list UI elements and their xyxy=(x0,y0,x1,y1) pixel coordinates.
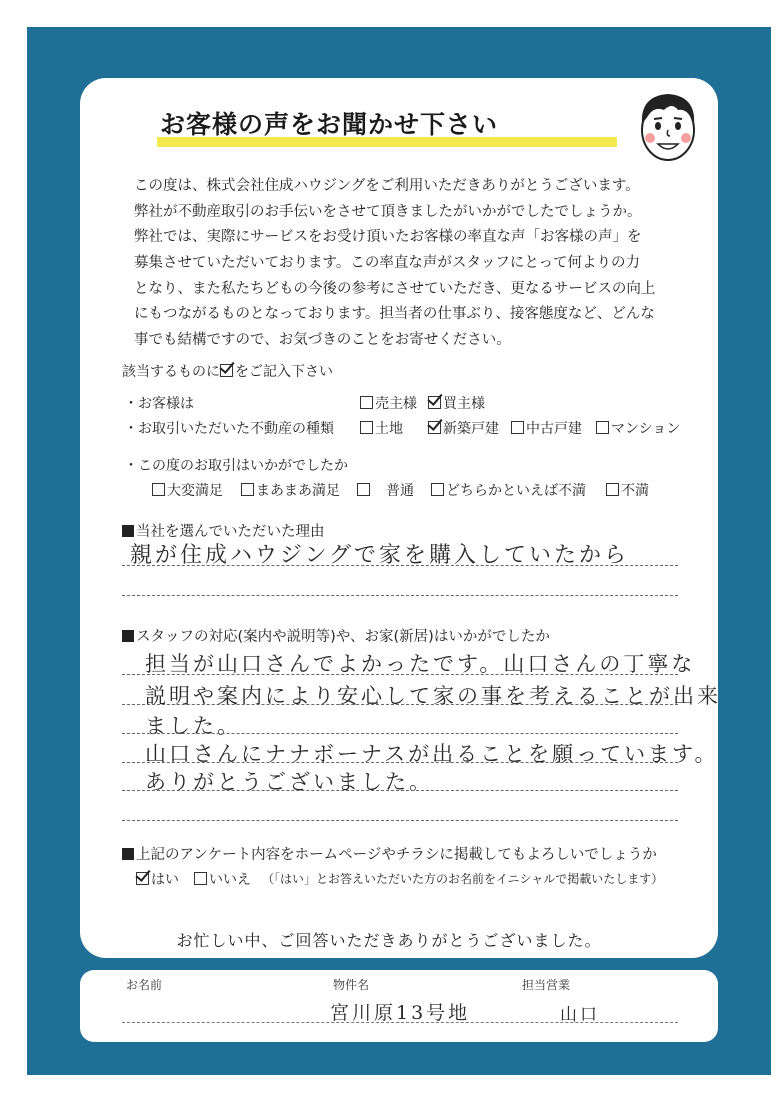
option-very-satisfied[interactable]: 大変満足 xyxy=(152,480,223,500)
answer-line xyxy=(122,595,678,596)
q1-label: ・お客様は xyxy=(124,396,194,412)
smiling-man-icon xyxy=(628,86,708,166)
sec2-answer-line: 担当が山口さんでよかったです。山口さんの丁寧な xyxy=(145,652,696,676)
instruction xyxy=(122,361,333,381)
option-unsatisfied[interactable]: 不満 xyxy=(606,480,649,500)
sec2-heading: スタッフの対応(案内や説明等)や、お家(新居)はいかがでしたか xyxy=(122,625,550,646)
intro-text xyxy=(134,174,694,354)
thanks-message: お忙しい中、ご回答いただきありがとうございました。 xyxy=(176,931,602,950)
checkbox-checked[interactable] xyxy=(428,421,441,434)
option-buyer[interactable]: 買主様 xyxy=(428,393,485,413)
answer-line xyxy=(122,674,678,675)
page-title: お客様の声をお聞かせ下さい xyxy=(160,110,499,139)
checkbox-checked[interactable] xyxy=(136,872,149,885)
option-mansion[interactable]: マンション xyxy=(596,418,680,438)
option-average[interactable]: 普通 xyxy=(357,480,414,500)
checkbox[interactable] xyxy=(357,483,370,496)
checkbox[interactable] xyxy=(596,421,609,434)
q2-label: ・お取引いただいた不動産の種類 xyxy=(124,421,334,437)
intro-line: 弊社が不動産取引のお手伝いをさせて頂きましたがいかがでしたでしょうか。 xyxy=(134,203,642,220)
sales-label: 担当営業 xyxy=(522,978,571,992)
sales-value: 山口 xyxy=(560,1005,600,1025)
bullet-square-icon xyxy=(122,630,134,642)
option-seller[interactable]: 売主様 xyxy=(360,393,417,413)
publish-note: （「はい」とお答えいただいた方のお名前をイニシャルで掲載いたします） xyxy=(262,872,664,886)
answer-line xyxy=(122,820,678,821)
intro-line: 事でも結構ですので、お気づきのことをお寄せください。 xyxy=(134,332,511,349)
checkbox[interactable] xyxy=(606,483,619,496)
bullet-square-icon xyxy=(122,525,134,537)
sec1-answer: 親が住成ハウジングで家を購入していたから xyxy=(130,543,630,568)
instruction-text-post: をご記入下さい xyxy=(235,364,333,380)
name-label: お名前 xyxy=(126,978,163,992)
checkbox[interactable] xyxy=(431,483,444,496)
intro-line: となり、また私たちどもの今後の参考にさせていただき、更なるサービスの向上 xyxy=(134,280,656,297)
checkbox[interactable] xyxy=(360,396,373,409)
bullet-square-icon xyxy=(122,848,134,860)
checkbox[interactable] xyxy=(152,483,165,496)
property-value: 宮川原13号地 xyxy=(330,1002,471,1024)
answer-line xyxy=(122,790,678,791)
checkbox[interactable] xyxy=(194,872,207,885)
answer-line xyxy=(122,704,678,705)
sec2-answer-line: 山口さんにナナボーナスが出ることを願っています。 xyxy=(145,742,719,766)
option-land[interactable]: 土地 xyxy=(360,418,403,438)
checkbox[interactable] xyxy=(511,421,524,434)
option-somewhat-satisfied[interactable]: まあまあ満足 xyxy=(241,480,340,500)
checkbox[interactable] xyxy=(241,483,254,496)
footer-line xyxy=(122,1022,678,1023)
intro-line: 弊社では、実際にサービスをお受け頂いたお客様の率直な声「お客様の声」を xyxy=(134,229,642,246)
check-icon xyxy=(220,364,233,377)
option-somewhat-unsatisfied[interactable]: どちらかといえば不満 xyxy=(431,480,586,500)
intro-line: にもつながるものとなっております。担当者の仕事ぶり、接客態度など、どんな xyxy=(134,306,655,323)
option-yes[interactable]: はい xyxy=(136,869,179,889)
option-new-house[interactable]: 新築戸建 xyxy=(428,418,499,438)
sec1-heading: 当社を選んでいただいた理由 xyxy=(122,520,325,541)
sec2-answer-line: ありがとうございました。 xyxy=(145,770,433,794)
intro-line: 募集させていただいております。この率直な声がスタッフにとって何よりの力 xyxy=(134,255,641,272)
checkbox-checked[interactable] xyxy=(428,396,441,409)
q3-label: ・この度のお取引はいかがでしたか xyxy=(124,458,348,474)
sec2-answer-line: 説明や案内により安心して家の事を考えることが出来 xyxy=(145,684,721,708)
sec2-answer-line: ました。 xyxy=(145,714,241,738)
intro-line: この度は、株式会社住成ハウジングをご利用いただきありがとうございます。 xyxy=(134,178,640,194)
sec3-heading: 上記のアンケート内容をホームページやチラシに掲載してもよろしいでしょうか xyxy=(122,843,657,864)
option-used-house[interactable]: 中古戸建 xyxy=(511,418,582,438)
answer-line xyxy=(122,762,678,763)
property-label: 物件名 xyxy=(333,978,370,992)
checkbox[interactable] xyxy=(360,421,373,434)
option-no[interactable]: いいえ xyxy=(194,869,251,889)
answer-line xyxy=(122,565,678,566)
answer-line xyxy=(122,733,678,734)
instruction-text-pre: 該当するものに xyxy=(122,364,220,380)
